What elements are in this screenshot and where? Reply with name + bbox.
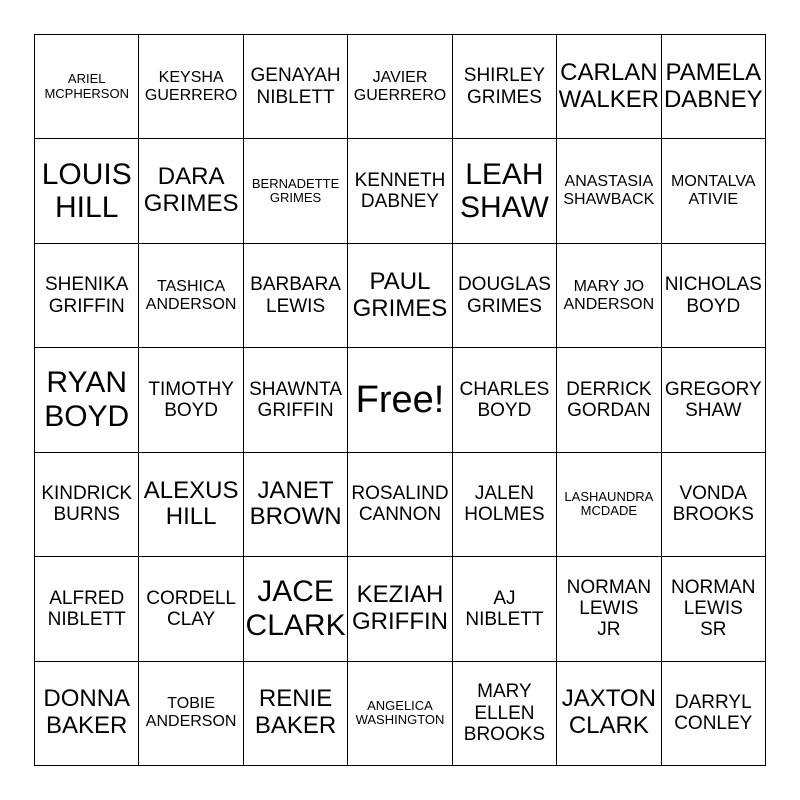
free-space-cell[interactable] bbox=[348, 348, 452, 452]
cell-text: DARA GRIMES bbox=[143, 163, 239, 218]
cell-text: MONTALVA ATIVIE bbox=[671, 173, 756, 209]
cell-text: BERNADETTE GRIMES bbox=[251, 175, 340, 206]
bingo-cell[interactable] bbox=[453, 348, 557, 452]
bingo-cell[interactable] bbox=[139, 139, 243, 243]
bingo-cell[interactable] bbox=[244, 662, 348, 766]
bingo-cell[interactable] bbox=[348, 453, 452, 557]
bingo-cell[interactable] bbox=[453, 662, 557, 766]
bingo-cell[interactable] bbox=[557, 662, 661, 766]
cell-text: DERRICK GORDAN bbox=[566, 378, 652, 421]
bingo-cell[interactable] bbox=[139, 557, 243, 661]
bingo-cell[interactable] bbox=[662, 557, 766, 661]
bingo-cell[interactable] bbox=[453, 244, 557, 348]
bingo-cell[interactable] bbox=[453, 453, 557, 557]
cell-text: CORDELL CLAY bbox=[146, 587, 236, 630]
bingo-cell[interactable] bbox=[35, 139, 139, 243]
bingo-cell[interactable] bbox=[244, 244, 348, 348]
cell-text: ANASTASIA SHAWBACK bbox=[563, 173, 655, 209]
cell-text: MARY ELLEN BROOKS bbox=[463, 681, 546, 745]
cell-text: TOBIE ANDERSON bbox=[145, 695, 237, 731]
bingo-cell[interactable] bbox=[35, 557, 139, 661]
bingo-cell[interactable] bbox=[35, 35, 139, 139]
cell-text: DOUGLAS GRIMES bbox=[457, 274, 551, 317]
cell-text: TIMOTHY BOYD bbox=[148, 378, 234, 421]
bingo-cell[interactable] bbox=[139, 453, 243, 557]
cell-text: AJ NIBLETT bbox=[465, 587, 544, 630]
cell-text: NICHOLAS BOYD bbox=[664, 274, 762, 317]
cell-text: ANGELICA WASHINGTON bbox=[355, 697, 445, 728]
bingo-cell[interactable] bbox=[557, 35, 661, 139]
bingo-cell[interactable] bbox=[35, 348, 139, 452]
cell-text: TASHICA ANDERSON bbox=[145, 277, 237, 313]
cell-text: JANET BROWN bbox=[249, 476, 342, 531]
bingo-cell[interactable] bbox=[662, 139, 766, 243]
cell-text: JAXTON CLARK bbox=[561, 685, 656, 740]
free-space-text: Free! bbox=[355, 378, 445, 421]
bingo-cell[interactable] bbox=[557, 453, 661, 557]
bingo-cell[interactable] bbox=[244, 453, 348, 557]
bingo-cell[interactable] bbox=[139, 244, 243, 348]
cell-text: RENIE BAKER bbox=[254, 685, 337, 740]
bingo-cell[interactable] bbox=[662, 453, 766, 557]
cell-text: SHENIKA GRIFFIN bbox=[45, 274, 129, 317]
cell-text: PAUL GRIMES bbox=[352, 267, 448, 322]
cell-text: PAMELA DABNEY bbox=[663, 58, 763, 113]
cell-text: ALEXUS HILL bbox=[143, 476, 239, 531]
cell-text: JALEN HOLMES bbox=[464, 483, 545, 526]
bingo-cell[interactable] bbox=[139, 662, 243, 766]
bingo-cell[interactable] bbox=[35, 453, 139, 557]
bingo-cell[interactable] bbox=[139, 35, 243, 139]
bingo-cell[interactable] bbox=[348, 557, 452, 661]
bingo-cell[interactable] bbox=[557, 244, 661, 348]
bingo-cell[interactable] bbox=[662, 348, 766, 452]
bingo-cell[interactable] bbox=[244, 35, 348, 139]
bingo-cell[interactable] bbox=[348, 662, 452, 766]
bingo-cell[interactable] bbox=[662, 662, 766, 766]
cell-text: BARBARA LEWIS bbox=[250, 274, 341, 317]
cell-text: LASHAUNDRA MCDADE bbox=[564, 488, 654, 519]
bingo-board bbox=[34, 34, 766, 766]
cell-text: LOUIS HILL bbox=[41, 157, 132, 225]
bingo-cell[interactable] bbox=[662, 35, 766, 139]
bingo-cell[interactable] bbox=[557, 348, 661, 452]
cell-text: SHIRLEY GRIMES bbox=[463, 65, 546, 108]
cell-text: SHAWNTA GRIFFIN bbox=[249, 378, 342, 421]
bingo-cell[interactable] bbox=[453, 35, 557, 139]
cell-text: CARLAN WALKER bbox=[558, 58, 660, 113]
cell-text: KEZIAH GRIFFIN bbox=[351, 580, 448, 635]
cell-text: GREGORY SHAW bbox=[664, 378, 762, 421]
cell-text: NORMAN LEWIS SR bbox=[671, 576, 756, 641]
bingo-cell[interactable] bbox=[244, 139, 348, 243]
bingo-cell[interactable] bbox=[348, 35, 452, 139]
cell-text: ROSALIND CANNON bbox=[351, 483, 449, 526]
bingo-cell[interactable] bbox=[453, 557, 557, 661]
cell-text: JAVIER GUERRERO bbox=[353, 68, 447, 104]
cell-text: KENNETH DABNEY bbox=[354, 169, 446, 213]
bingo-cell[interactable] bbox=[662, 244, 766, 348]
cell-text: NORMAN LEWIS JR bbox=[566, 576, 652, 641]
bingo-cell[interactable] bbox=[244, 348, 348, 452]
cell-text: GENAYAH NIBLETT bbox=[250, 65, 341, 108]
cell-text: VONDA BROOKS bbox=[672, 483, 754, 526]
bingo-cell[interactable] bbox=[453, 139, 557, 243]
bingo-cell[interactable] bbox=[348, 244, 452, 348]
bingo-cell[interactable] bbox=[557, 139, 661, 243]
bingo-cell[interactable] bbox=[557, 557, 661, 661]
cell-text: ALFRED NIBLETT bbox=[47, 587, 126, 630]
bingo-cell[interactable] bbox=[35, 662, 139, 766]
cell-text: RYAN BOYD bbox=[44, 366, 130, 433]
cell-text: KINDRICK BURNS bbox=[41, 483, 133, 526]
cell-text: LEAH SHAW bbox=[459, 157, 549, 225]
cell-text: MARY JO ANDERSON bbox=[563, 277, 655, 313]
cell-text: DARRYL CONLEY bbox=[674, 692, 753, 735]
bingo-cell[interactable] bbox=[348, 139, 452, 243]
bingo-cell[interactable] bbox=[139, 348, 243, 452]
cell-text: CHARLES BOYD bbox=[459, 378, 550, 421]
cell-text: KEYSHA GUERRERO bbox=[144, 68, 238, 104]
bingo-cell[interactable] bbox=[35, 244, 139, 348]
cell-text: JACE CLARK bbox=[245, 575, 346, 642]
cell-text: DONNA BAKER bbox=[43, 685, 131, 740]
bingo-cell[interactable] bbox=[244, 557, 348, 661]
cell-text: ARIEL MCPHERSON bbox=[44, 71, 129, 101]
